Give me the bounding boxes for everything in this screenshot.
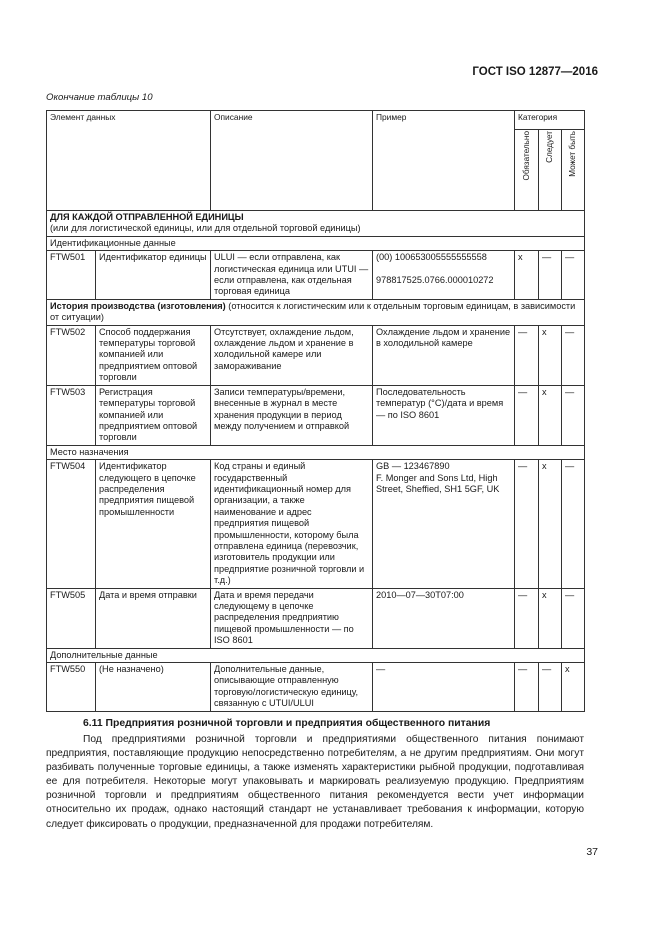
row-should: x xyxy=(539,588,562,648)
header-example: Пример xyxy=(373,111,515,211)
table-row xyxy=(47,588,585,648)
row-should: — xyxy=(539,251,562,300)
group-row xyxy=(47,445,585,459)
table-row xyxy=(47,251,585,300)
row-mandatory: — xyxy=(515,588,539,648)
row-example-line: (00) 100653005555555558 xyxy=(376,252,487,263)
row-code: FTW503 xyxy=(47,385,96,445)
row-example: 2010—07—30T07:00 xyxy=(373,588,515,648)
table-caption: Окончание таблицы 10 xyxy=(46,92,153,103)
group-row xyxy=(47,299,585,325)
row-element: Идентификатор следующего в цепочке распределения предприятия пищевой промышленности xyxy=(96,460,211,588)
row-description: Дата и время передачи следующему в цепочке распределения предприятию пищевой промышленности — по ISO 8601 xyxy=(211,588,373,648)
header-description: Описание xyxy=(211,111,373,211)
group-destination: Место назначения xyxy=(47,445,585,459)
row-description: Дополнительные данные, описывающие отправленную торговую/логистическую единицу, связанную с UTUI/ULUI xyxy=(211,663,373,712)
header-category: Категория xyxy=(515,111,585,130)
header-should: Следует xyxy=(539,130,562,211)
body-paragraph: Под предприятиями розничной торговли и предприятиями общественного питания понимают предприятия, поставляющие продукцию непосредственно потребителям, а не другим предприятиям. Они могут разбивать полученные торговые единицы, а также изменять характеристики рыбной продукции, подготавливая ее для потребителя. Некоторые могут упаковывать и маркировать реализуемую продукцию. Предприятиям розничной торговли и предприятиям общественного питания рекомендуется вести учет информации относительно их продаж, однако настоящий стандарт не устанавливает требования к информации, которую следует фиксировать о продукции, предназначенной для продажи потребителям. xyxy=(46,734,584,830)
row-example: — xyxy=(373,663,515,712)
header-element: Элемент данных xyxy=(47,111,211,211)
row-should: x xyxy=(539,385,562,445)
row-element: Дата и время отправки xyxy=(96,588,211,648)
row-code: FTW550 xyxy=(47,663,96,712)
table-header-row xyxy=(47,111,585,130)
row-may: x xyxy=(562,663,585,712)
row-mandatory: — xyxy=(515,385,539,445)
row-example xyxy=(373,251,515,300)
row-example-line: 978817525.0766.000010272 xyxy=(376,274,494,285)
row-code: FTW502 xyxy=(47,325,96,385)
table-row xyxy=(47,385,585,445)
table-row xyxy=(47,325,585,385)
section-subtitle: (или для логистической единицы, или для отдельной торговой единицы) xyxy=(50,223,361,234)
row-description: Записи температуры/времени, внесенные в журнал в месте хранения продукции в период между получением и отправкой xyxy=(211,385,373,445)
row-code: FTW504 xyxy=(47,460,96,588)
row-may: — xyxy=(562,385,585,445)
table-row xyxy=(47,460,585,588)
row-may: — xyxy=(562,588,585,648)
row-example-line: F. Monger and Sons Ltd, High Street, Sheffied, SH1 5GF, UK xyxy=(376,472,500,494)
row-mandatory: — xyxy=(515,663,539,712)
header-may: Может быть xyxy=(562,130,585,211)
row-element: Идентификатор единицы xyxy=(96,251,211,300)
row-mandatory: x xyxy=(515,251,539,300)
row-code: FTW501 xyxy=(47,251,96,300)
group-row xyxy=(47,648,585,662)
row-example: Последовательность температур (°C)/дата и время — по ISO 8601 xyxy=(373,385,515,445)
row-mandatory: — xyxy=(515,460,539,588)
row-code: FTW505 xyxy=(47,588,96,648)
group-row xyxy=(47,236,585,250)
group-identification: Идентификационные данные xyxy=(47,236,585,250)
row-element: Регистрация температуры торговой компанией или предприятием оптовой торговли xyxy=(96,385,211,445)
row-may: — xyxy=(562,325,585,385)
section-title: ДЛЯ КАЖДОЙ ОТПРАВЛЕННОЙ ЕДИНИЦЫ xyxy=(50,212,244,222)
row-should: x xyxy=(539,460,562,588)
row-should: x xyxy=(539,325,562,385)
header-mandatory: Обязательно xyxy=(515,130,539,211)
section-heading: 6.11 Предприятия розничной торговли и предприятия общественного питания xyxy=(83,718,491,729)
row-should: — xyxy=(539,663,562,712)
row-mandatory: — xyxy=(515,325,539,385)
row-element: Способ поддержания температуры торговой компанией или предприятием оптовой торговли xyxy=(96,325,211,385)
row-example: Охлаждение льдом и хранение в холодильной камере xyxy=(373,325,515,385)
section-cell xyxy=(47,211,585,237)
document-id: ГОСТ ISO 12877—2016 xyxy=(472,66,598,78)
group-history: История производства (изготовления) (относится к логистическим или к отдельным торговым единицам, в зависимости от ситуации) xyxy=(47,299,585,325)
section-row xyxy=(47,211,585,237)
row-description: Отсутствует, охлаждение льдом, охлаждение льдом и хранение в холодильной камере или замораживание xyxy=(211,325,373,385)
row-may: — xyxy=(562,251,585,300)
page-number: 37 xyxy=(586,846,598,858)
data-table xyxy=(46,110,585,712)
row-description: ULUI — если отправлена, как логистическая единица или UTUI — если отправлена, как отдельная торговая единица xyxy=(211,251,373,300)
group-additional: Дополнительные данные xyxy=(47,648,585,662)
table-row xyxy=(47,663,585,712)
row-may: — xyxy=(562,460,585,588)
row-description: Код страны и единый государственный идентификационный номер для организации, а также наименование и адрес предприятия пищевой промышленности, которому была отправлена единица (перевозчик, изготовитель продукции или предприятие розничной торговли и т.д.) xyxy=(211,460,373,588)
row-example xyxy=(373,460,515,588)
row-example-line: GB — 123467890 xyxy=(376,461,450,472)
row-element: (Не назначено) xyxy=(96,663,211,712)
